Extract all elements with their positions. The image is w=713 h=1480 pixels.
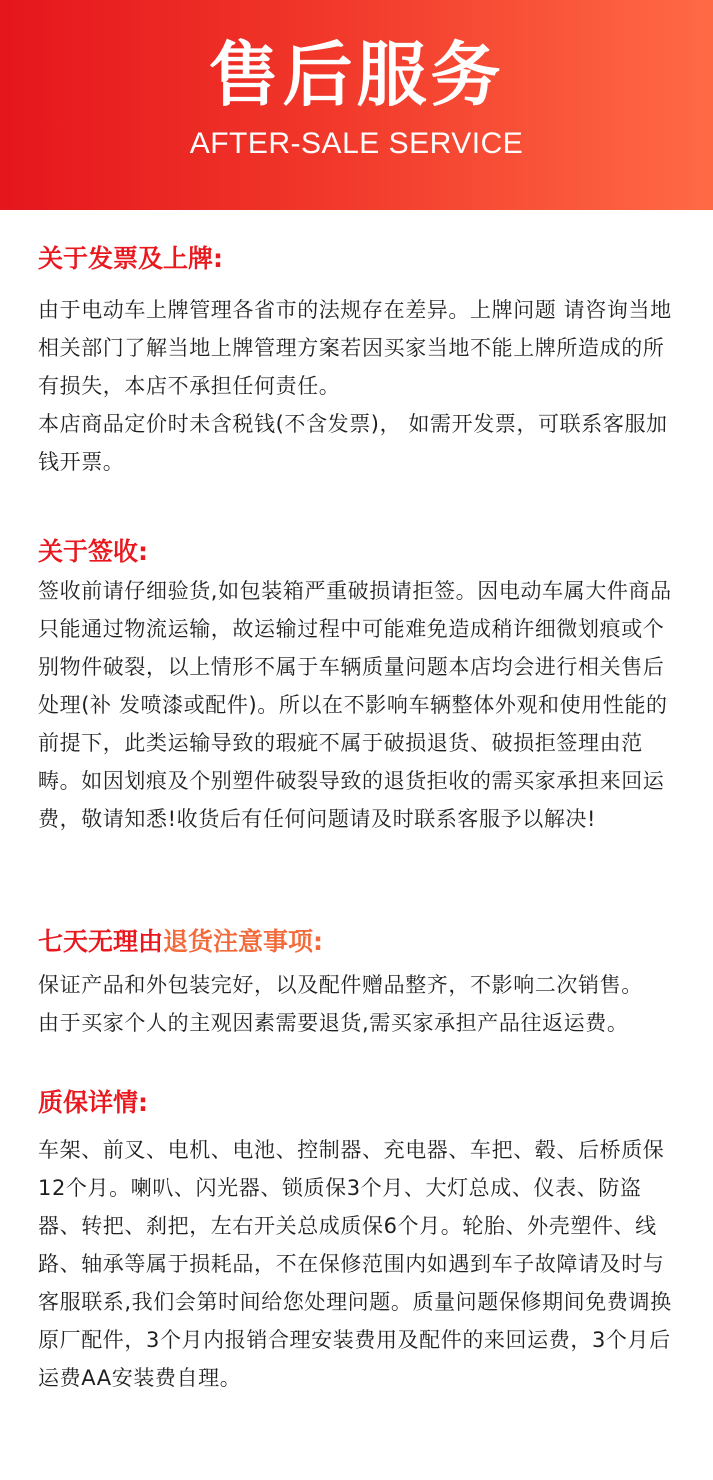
- section-title-primary: 关于发票及上牌:: [38, 244, 223, 273]
- section-title-accent: 退货注意事项:: [163, 927, 324, 956]
- section-paragraph: 签收前请仔细验货,如包装箱严重破损请拒签。因电动车属大件商品只能通过物流运输，故运输过程中可能难免造成稍许细微划痕或个别物件破裂，以上情形不属于车辆质量问题本店均会进行相关售后处理(补 发喷漆或配件)。所以在不影响车辆整体外观和使用性能的前提下，此类运输导致的瑕疵不属于破损退货、破损拒签理由范畴。如因划痕及个别塑件破裂导致的退货拒收的需买家承担来回运费，敬请知悉!收货后有任何问题请及时联系客服予以解决!: [38, 579, 672, 831]
- section-paragraph: 车架、前叉、电机、电池、控制器、充电器、车把、毂、后桥质保12个月。喇叭、闪光器、锁质保3个月、大灯总成、仪表、防盗器、转把、刹把，左右开关总成质保6个月。轮胎、外壳塑件、线路、轴承等属于损耗品，不在保修范围内如遇到车子故障请及时与客服联系,我们会第时间给您处理问题。质量问题保修期间免费调换原厂配件，3个月内报销合理安装费用及配件的来回运费，3个月后运费AA安装费自理。: [38, 1138, 672, 1390]
- section-title: [38, 534, 678, 570]
- section-title: [38, 924, 678, 960]
- section-paragraph: 由于电动车上牌管理各省市的法规存在差异。上牌问题 请咨询当地相关部门了解当地上牌管理方案若因买家当地不能上牌所造成的所有损失，本店不承担任何责任。: [38, 298, 672, 398]
- section-paragraph: 本店商品定价时未含税钱(不含发票)， 如需开发票，可联系客服加钱开票。: [38, 412, 668, 474]
- section-paragraph: 由于买家个人的主观因素需要退货,需买家承担产品往返运费。: [38, 1011, 629, 1035]
- section-title: [38, 241, 678, 277]
- banner-subtitle: AFTER-SALE SERVICE: [189, 127, 524, 160]
- section-title-primary: 质保详情:: [38, 1088, 148, 1117]
- section-receiving: [38, 534, 678, 838]
- section-invoice-plates: [38, 241, 678, 481]
- section-warranty: [38, 1085, 678, 1397]
- section-title-primary: 关于签收:: [38, 537, 148, 566]
- section-seven-day-return: [38, 924, 678, 1042]
- banner-title: 售后服务: [208, 34, 505, 116]
- section-title-primary: 七天无理由: [38, 927, 164, 956]
- header-banner: [0, 0, 713, 210]
- section-paragraph: 保证产品和外包装完好，以及配件赠品整齐，不影响二次销售。: [38, 973, 643, 997]
- section-title: [38, 1085, 678, 1121]
